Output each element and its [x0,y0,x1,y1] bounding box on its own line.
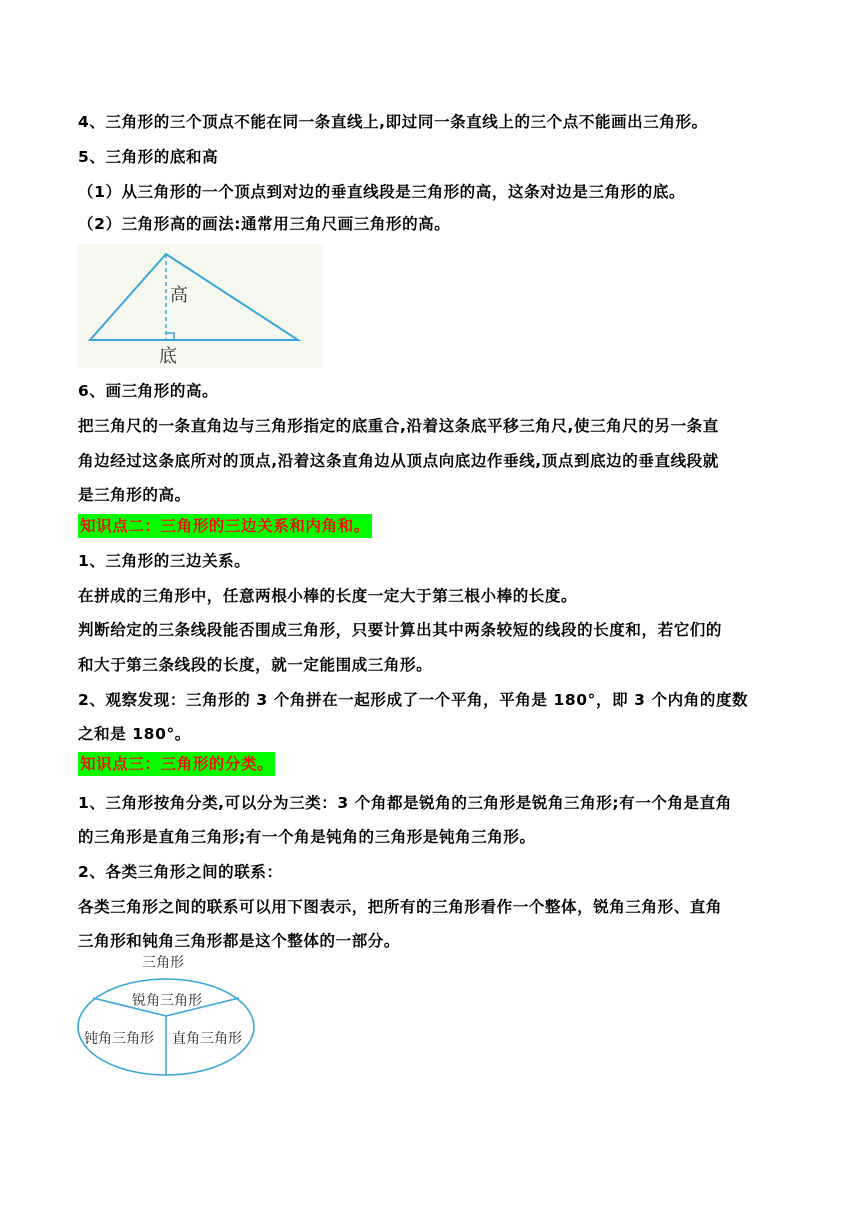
section-3-p2-title: 2、各类三角形之间的联系： [78,863,283,881]
item-4: 4、三角形的三个顶点不能在同一条直线上,即过同一条直线上的三个点不能画出三角形。 [78,113,708,131]
item-6-body-line-3: 是三角形的高。 [78,486,191,504]
item-6-body-line-1: 把三角尺的一条直角边与三角形指定的底重合,沿着这条底平移三角尺,使三角尺的另一条直 [78,417,719,435]
triangle-height-figure [78,244,323,368]
item-6-title: 6、画三角形的高。 [78,382,219,400]
figure-background [78,244,323,368]
triangle-classification-figure [76,950,258,1078]
obtuse-label: 钝角三角形 [84,1031,154,1047]
section-2-p2-line-1: 2、观察发现：三角形的 3 个角拼在一起形成了一个平角，平角是 180°，即 3 个内角的度数 [78,691,749,709]
acute-label: 锐角三角形 [132,993,202,1009]
classification-title: 三角形 [142,955,184,971]
section-3-heading: 知识点三：三角形的分类。 [78,752,275,776]
section-2-p1-more-line-1: 判断给定的三条线段能否围成三角形，只要计算出其中两条较短的线段的长度和，若它们的 [78,621,723,639]
height-label: 高 [170,285,188,306]
item-5-title: 5、三角形的底和高 [78,148,219,166]
right-label: 直角三角形 [172,1031,242,1047]
section-2-heading: 知识点二：三角形的三边关系和内角和。 [78,514,372,538]
section-2-p1-more-line-2: 和大于第三条线段的长度，就一定能围成三角形。 [78,656,433,674]
section-2-p1-body: 在拼成的三角形中，任意两根小棒的长度一定大于第三根小棒的长度。 [78,587,578,605]
item-5-1: （1）从三角形的一个顶点到对边的垂直线段是三角形的高，这条对边是三角形的底。 [78,183,686,201]
section-3-p1-line-1: 1、三角形按角分类,可以分为三类：3 个角都是锐角的三角形是锐角三角形;有一个角是直角 [78,794,732,812]
section-3-p2-body-line-1: 各类三角形之间的联系可以用下图表示，把所有的三角形看作一个整体，锐角三角形、直角 [78,898,723,916]
base-label: 底 [159,346,177,367]
item-5-2: （2）三角形高的画法:通常用三角尺画三角形的高。 [78,215,451,233]
section-2-p2-line-2: 之和是 180°。 [78,725,191,743]
section-2-p1-title: 1、三角形的三边关系。 [78,552,251,570]
section-3-p2-body-line-2: 三角形和钝角三角形都是这个整体的一部分。 [78,932,401,950]
section-3-p1-line-2: 的三角形是直角三角形;有一个角是钝角的三角形是钝角三角形。 [78,828,536,846]
item-6-body-line-2: 角边经过这条底所对的顶点,沿着这条直角边从顶点向底边作垂线,顶点到底边的垂直线段就 [78,452,719,470]
